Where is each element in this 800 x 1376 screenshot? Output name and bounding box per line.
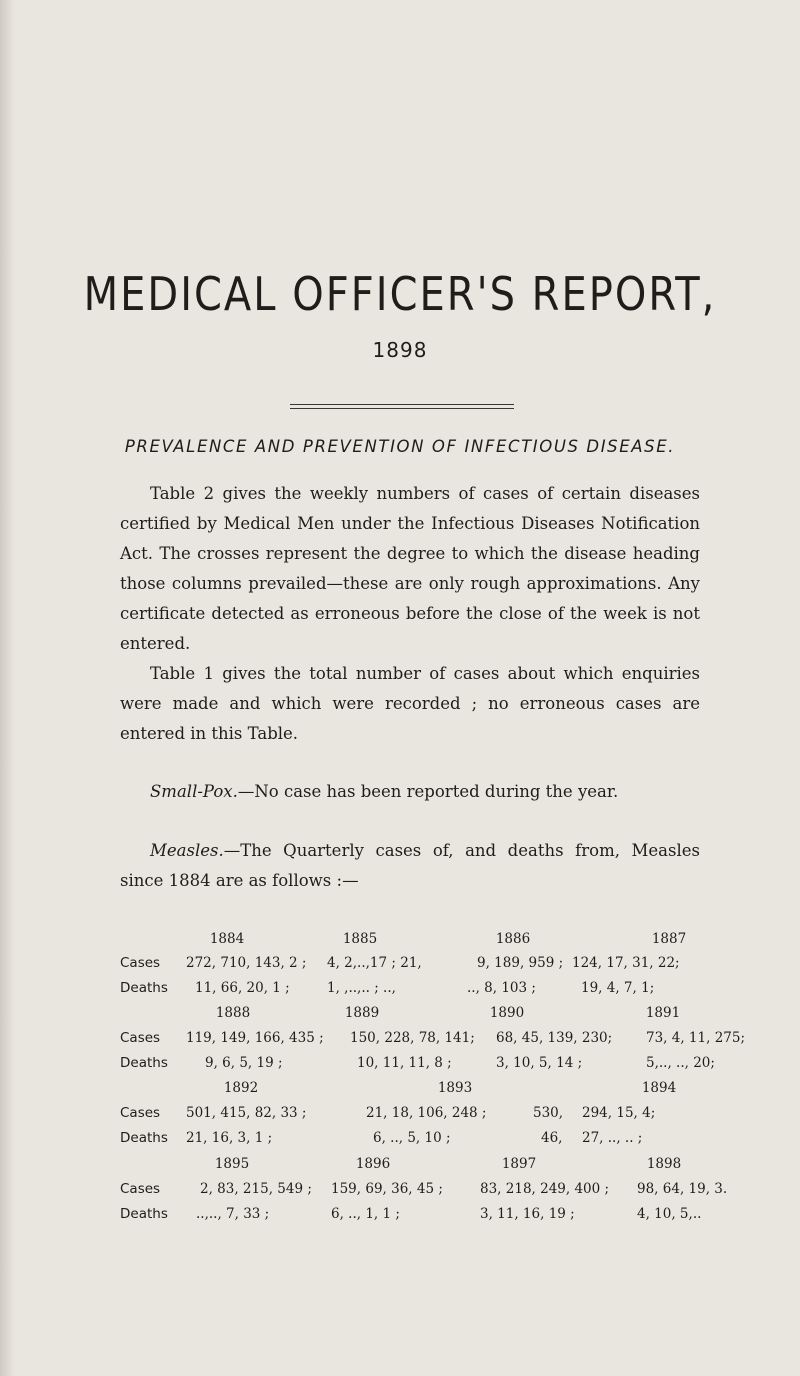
cases-value: 294, 15, 4; xyxy=(582,1105,656,1121)
cases-value: 98, 64, 19, 3. xyxy=(637,1181,728,1197)
cases-value: 68, 45, 139, 230; xyxy=(496,1030,613,1046)
measles-term: Measles. xyxy=(150,841,224,860)
deaths-value: .., 8, 103 ; xyxy=(467,980,536,996)
deaths-value: 11, 66, 20, 1 ; xyxy=(195,980,290,996)
cases-value: 501, 415, 82, 33 ; xyxy=(186,1105,307,1121)
deaths-value: 6, .., 5, 10 ; xyxy=(373,1130,451,1146)
cases-value: 530, xyxy=(533,1105,564,1121)
year-label: 1885 xyxy=(342,931,378,947)
year-label: 1892 xyxy=(223,1080,259,1096)
deaths-value: 27, .., .. ; xyxy=(582,1130,643,1146)
deaths-value: 4, 10, 5,.. xyxy=(637,1206,702,1222)
cases-value: 124, 17, 31, 22; xyxy=(572,955,680,971)
cases-value: 21, 18, 106, 248 ; xyxy=(366,1105,487,1121)
cases-value: 119, 149, 166, 435 ; xyxy=(186,1030,324,1046)
deaths-value: 1, ,..,.. ; .., xyxy=(327,980,396,996)
year-label: 1891 xyxy=(645,1005,681,1021)
row-label-deaths: Deaths xyxy=(120,1130,168,1146)
deaths-value: 3, 11, 16, 19 ; xyxy=(480,1206,575,1222)
cases-value: 159, 69, 36, 45 ; xyxy=(331,1181,443,1197)
year-label: 1894 xyxy=(641,1080,677,1096)
cases-value: 150, 228, 78, 141; xyxy=(350,1030,475,1046)
deaths-value: 5,.., .., 20; xyxy=(646,1055,715,1071)
row-label-cases: Cases xyxy=(120,1105,161,1121)
section-heading: PREVALENCE AND PREVENTION OF INFECTIOUS DISEASE. xyxy=(124,437,676,456)
deaths-value: 46, xyxy=(541,1130,563,1146)
paragraph-text: Table 1 gives the total number of cases about which enquiries were made and which were recorded ; no erroneous cases are entered in this Table. xyxy=(120,664,700,743)
row-label-cases: Cases xyxy=(120,1030,161,1046)
cases-value: 73, 4, 11, 275; xyxy=(646,1030,746,1046)
row-label-cases: Cases xyxy=(120,955,161,971)
deaths-value: ..,.., 7, 33 ; xyxy=(196,1206,270,1222)
row-label-deaths: Deaths xyxy=(120,980,168,996)
deaths-value: 9, 6, 5, 19 ; xyxy=(205,1055,283,1071)
row-label-deaths: Deaths xyxy=(120,1055,168,1071)
deaths-value: 6, .., 1, 1 ; xyxy=(331,1206,400,1222)
paragraph-text: Table 2 gives the weekly numbers of cases of certain diseases certified by Medical Men under the Infectious Diseases Notification Act. The crosses represent the degree to which the disease heading those columns prevailed—these are only rough approximations. Any certificate detected as erroneous before the close of the week is not entered. xyxy=(120,484,700,653)
deaths-value: 19, 4, 7, 1; xyxy=(581,980,655,996)
year-label: 1893 xyxy=(437,1080,473,1096)
year-label: 1890 xyxy=(489,1005,525,1021)
smallpox-term: Small-Pox. xyxy=(150,782,238,801)
cases-value: 83, 218, 249, 400 ; xyxy=(480,1181,610,1197)
cases-value: 272, 710, 143, 2 ; xyxy=(186,955,307,971)
year-label: 1888 xyxy=(215,1005,251,1021)
year-label: 1895 xyxy=(214,1156,250,1172)
year-label: 1884 xyxy=(209,931,245,947)
year-label: 1886 xyxy=(495,931,531,947)
row-label-deaths: Deaths xyxy=(120,1206,168,1222)
year-label: 1896 xyxy=(355,1156,391,1172)
deaths-value: 21, 16, 3, 1 ; xyxy=(186,1130,273,1146)
report-year: 1898 xyxy=(372,338,428,362)
deaths-value: 10, 11, 11, 8 ; xyxy=(357,1055,452,1071)
year-label: 1889 xyxy=(344,1005,380,1021)
year-label: 1897 xyxy=(501,1156,537,1172)
cases-value: 4, 2,..,17 ; 21, xyxy=(327,955,422,971)
paragraph-text: —No case has been reported during the year. xyxy=(237,782,619,801)
report-title: MEDICAL OFFICER'S REPORT, xyxy=(83,268,717,322)
paragraph-text: —The Quarterly cases of, and deaths from, Measles since 1884 are as follows :— xyxy=(120,841,700,890)
deaths-value: 3, 10, 5, 14 ; xyxy=(496,1055,583,1071)
cases-value: 9, 189, 959 ; xyxy=(477,955,564,971)
cases-value: 2, 83, 215, 549 ; xyxy=(200,1181,312,1197)
row-label-cases: Cases xyxy=(120,1181,161,1197)
year-label: 1887 xyxy=(651,931,687,947)
year-label: 1898 xyxy=(646,1156,682,1172)
